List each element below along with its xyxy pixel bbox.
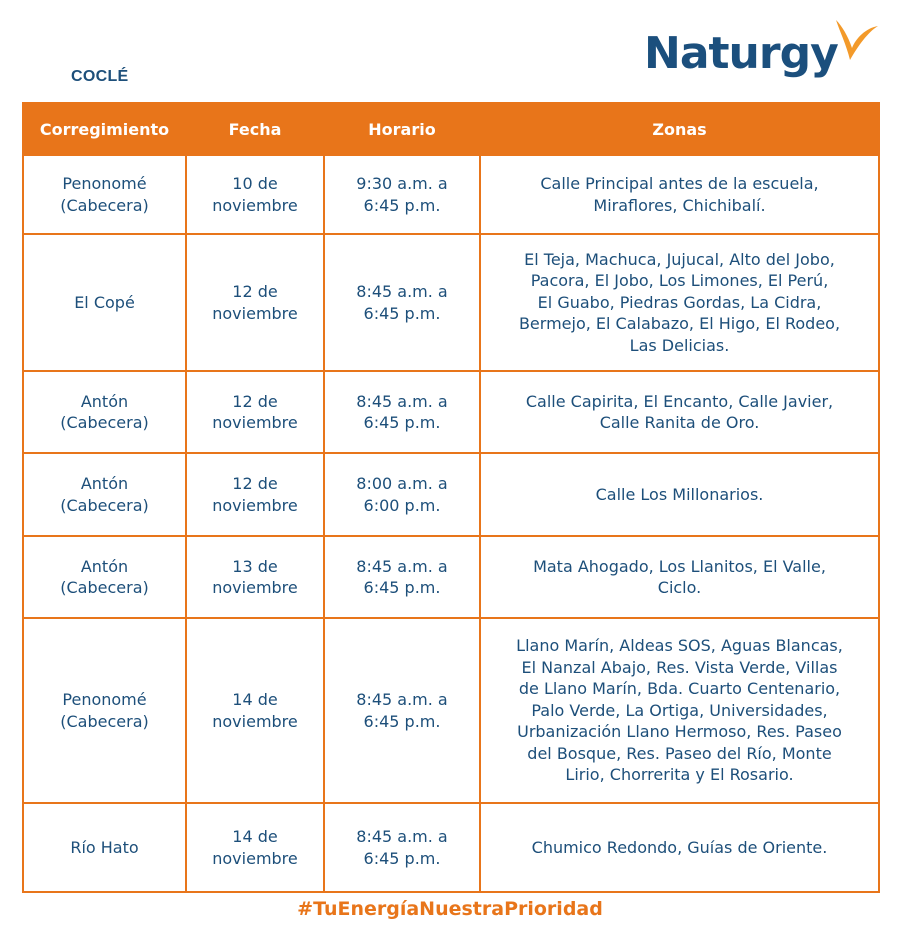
cell-zonas: Calle Los Millonarios. [480,453,879,536]
cell-zonas: Mata Ahogado, Los Llanitos, El Valle, Ciclo. [480,536,879,618]
cell-horario: 8:45 a.m. a 6:45 p.m. [324,618,480,803]
cell-zonas: Chumico Redondo, Guías de Oriente. [480,803,879,892]
cell-fecha: 12 de noviembre [186,234,324,371]
cell-corregimiento: Penonomé (Cabecera) [23,618,186,803]
cell-zonas: Calle Principal antes de la escuela, Miraflores, Chichibalí. [480,155,879,234]
cell-zonas: Llano Marín, Aldeas SOS, Aguas Blancas, El Nanzal Abajo, Res. Vista Verde, Villas de Llano Marín, Bda. Cuarto Centenario, Palo Verde, La Ortiga, Universidades, Urbanización Llano Hermoso, Res. Paseo del Bosque, Res. Paseo del Río, Monte Lirio, Chorrerita y El Rosario. [480,618,879,803]
cell-fecha: 14 de noviembre [186,618,324,803]
logo-wordmark: Naturgy [644,28,838,79]
cell-fecha: 10 de noviembre [186,155,324,234]
cell-corregimiento: Antón (Cabecera) [23,536,186,618]
table-header-row [23,103,879,155]
cell-corregimiento: Antón (Cabecera) [23,453,186,536]
cell-horario: 8:45 a.m. a 6:45 p.m. [324,536,480,618]
butterfly-icon [830,16,880,76]
cell-horario: 8:45 a.m. a 6:45 p.m. [324,234,480,371]
table-row [23,234,879,371]
cell-fecha: 13 de noviembre [186,536,324,618]
header-corregimiento: Corregimiento [23,103,186,155]
table-row [23,618,879,803]
cell-horario: 8:00 a.m. a 6:00 p.m. [324,453,480,536]
cell-corregimiento: El Copé [23,234,186,371]
table-row [23,155,879,234]
table-row [23,536,879,618]
campaign-hashtag: #TuEnergíaNuestraPrioridad [297,898,603,920]
header-fecha: Fecha [186,103,324,155]
cell-corregimiento: Río Hato [23,803,186,892]
table-row [23,453,879,536]
cell-fecha: 12 de noviembre [186,371,324,453]
cell-corregimiento: Antón (Cabecera) [23,371,186,453]
cell-zonas: Calle Capirita, El Encanto, Calle Javier, Calle Ranita de Oro. [480,371,879,453]
cell-zonas: El Teja, Machuca, Jujucal, Alto del Jobo, Pacora, El Jobo, Los Limones, El Perú, El Guabo, Piedras Gordas, La Cidra, Bermejo, El Calabazo, El Higo, El Rodeo, Las Delicias. [480,234,879,371]
outage-schedule-table [22,102,880,893]
cell-fecha: 14 de noviembre [186,803,324,892]
cell-horario: 8:45 a.m. a 6:45 p.m. [324,803,480,892]
header-horario: Horario [324,103,480,155]
cell-horario: 9:30 a.m. a 6:45 p.m. [324,155,480,234]
naturgy-logo [644,16,884,86]
region-title: COCLÉ [71,68,129,85]
cell-horario: 8:45 a.m. a 6:45 p.m. [324,371,480,453]
cell-fecha: 12 de noviembre [186,453,324,536]
header-zonas: Zonas [480,103,879,155]
table-row [23,371,879,453]
table-row [23,803,879,892]
cell-corregimiento: Penonomé (Cabecera) [23,155,186,234]
